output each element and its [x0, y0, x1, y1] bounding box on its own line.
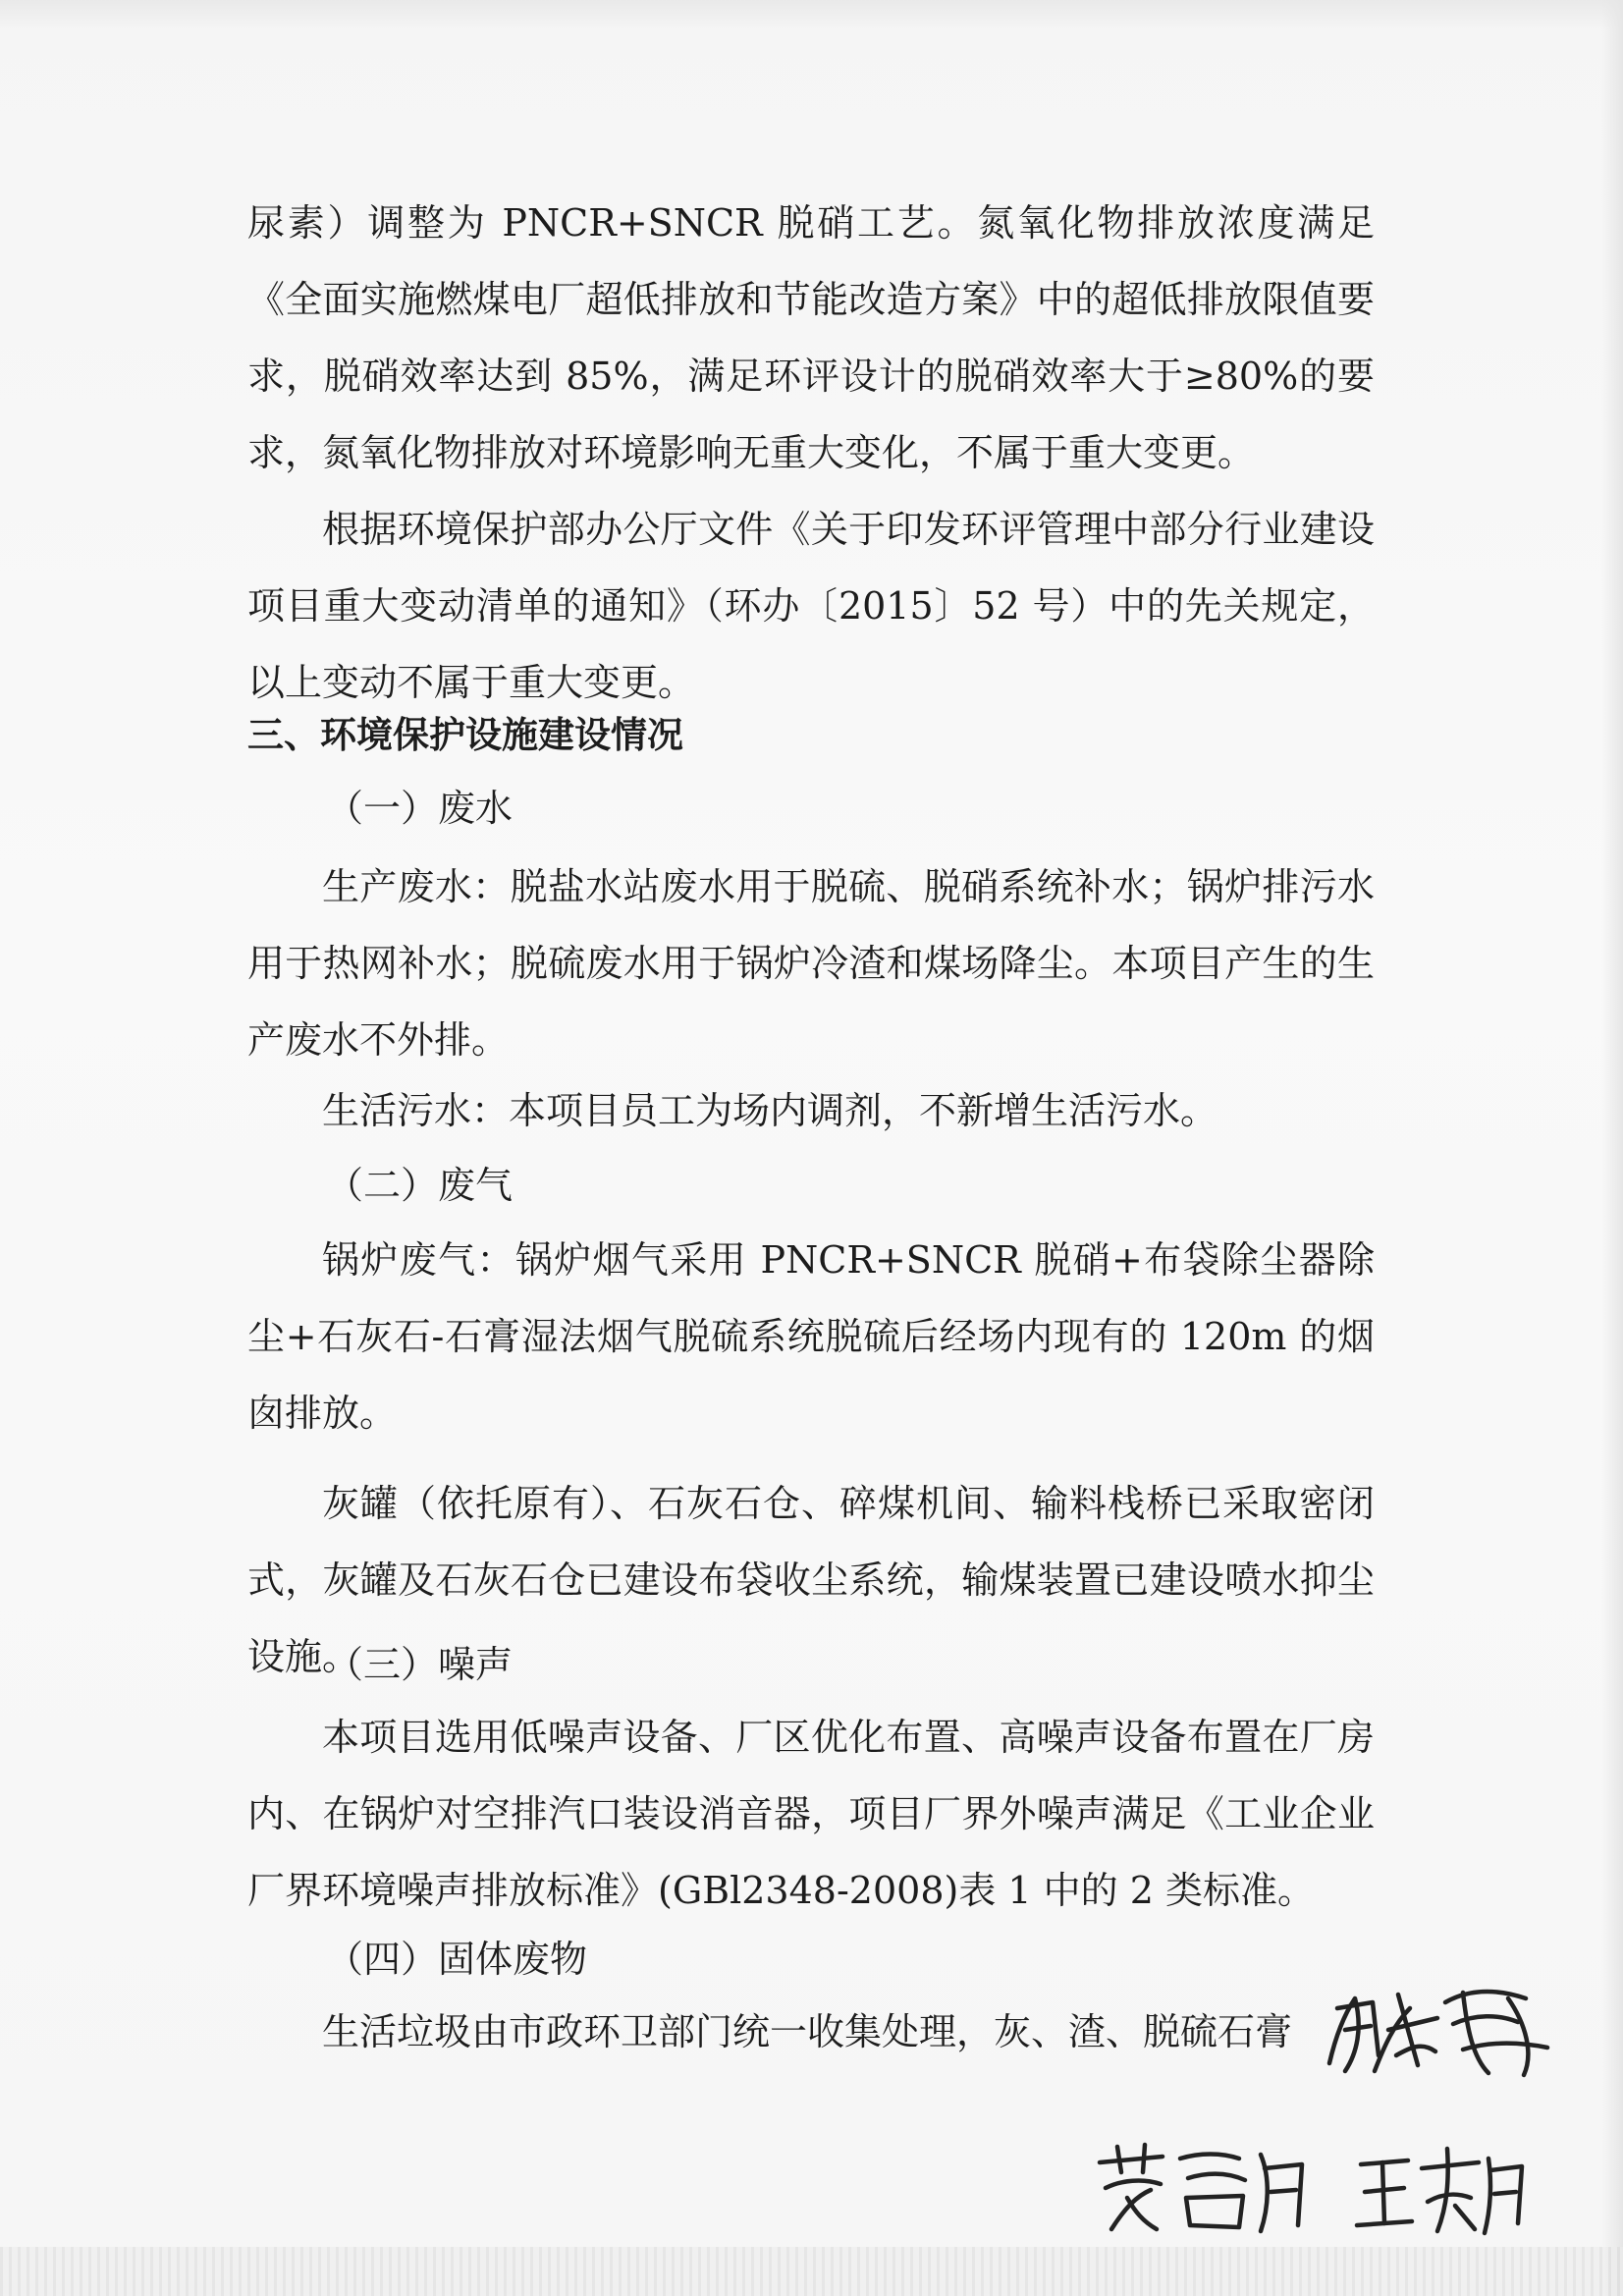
paragraph-text: 锅炉废气：锅炉烟气采用 PNCR+SNCR 脱硝+布袋除尘器除尘+石灰石-石膏湿法烟气脱硫系统脱硫后经场内现有的 120m 的烟囱排放。: [247, 1238, 1375, 1435]
paragraph-noise-measures: [247, 1699, 1375, 1929]
scan-shadow-right: [1601, 0, 1623, 2296]
paragraph-production-wastewater: [247, 848, 1375, 1078]
signature-3: [1353, 2141, 1530, 2239]
subheading-text: （三）噪声: [326, 1643, 514, 1686]
subheading-waste-gas: [247, 1147, 1375, 1224]
paragraph-regulation-basis: [247, 491, 1375, 721]
subheading-wastewater: [247, 770, 1375, 847]
signature-icon: [1353, 2141, 1530, 2239]
paragraph-text: 本项目选用低噪声设备、厂区优化布置、高噪声设备布置在厂房内、在锅炉对空排汽口装设消音器，项目厂界外噪声满足《工业企业厂界环境噪声排放标准》(GBl2348-2008)表 1 中的 2 类标准。: [247, 1716, 1375, 1912]
signature-icon: [1092, 2139, 1318, 2237]
subheading-text: （二）废气: [326, 1164, 514, 1207]
paragraph-text: 尿素）调整为 PNCR+SNCR 脱硝工艺。氮氧化物排放浓度满足《全面实施燃煤电厂超低排放和节能改造方案》中的超低排放限值要求，脱硝效率达到 85%，满足环评设计的脱硝效率大于≥80%的要求，氮氧化物排放对环境影响无重大变化，不属于重大变更。: [247, 201, 1375, 474]
signature-icon: [1316, 1969, 1561, 2087]
paragraph-boiler-gas: [247, 1222, 1375, 1451]
scan-shadow-top: [0, 0, 1623, 29]
paragraph-text: 灰罐（依托原有）、石灰石仓、碎煤机间、输料栈桥已采取密闭式，灰罐及石灰石仓已建设布袋收尘系统，输煤装置已建设喷水抑尘设施。: [247, 1482, 1375, 1678]
subheading-noise: [247, 1626, 1375, 1703]
heading-text: 三、环境保护设施建设情况: [247, 714, 683, 756]
paragraph-domestic-sewage: [247, 1072, 1375, 1149]
paragraph-text: 生产废水：脱盐水站废水用于脱硫、脱硝系统补水；锅炉排污水用于热网补水；脱硫废水用于锅炉冷渣和煤场降尘。本项目产生的生产废水不外排。: [247, 865, 1375, 1062]
subheading-text: （四）固体废物: [326, 1938, 588, 1981]
subheading-solid-waste: [247, 1921, 1375, 1997]
subheading-text: （一）废水: [326, 787, 514, 830]
signature-2: [1092, 2139, 1318, 2237]
paragraph-text: 生活垃圾由市政环卫部门统一收集处理，灰、渣、脱硫石膏: [322, 2010, 1293, 2053]
scan-noise-bottom: [0, 2247, 1623, 2296]
section-heading-3: [247, 697, 1375, 774]
paragraph-solid-waste: [247, 1994, 1308, 2070]
signature-1: [1316, 1969, 1561, 2087]
paragraph-denitration-change: [247, 185, 1375, 491]
paragraph-text: 生活污水：本项目员工为场内调剂，不新增生活污水。: [322, 1089, 1218, 1132]
paragraph-text: 根据环境保护部办公厅文件《关于印发环评管理中部分行业建设项目重大变动清单的通知》（环办〔2015〕52 号）中的先关规定，以上变动不属于重大变更。: [247, 508, 1375, 704]
